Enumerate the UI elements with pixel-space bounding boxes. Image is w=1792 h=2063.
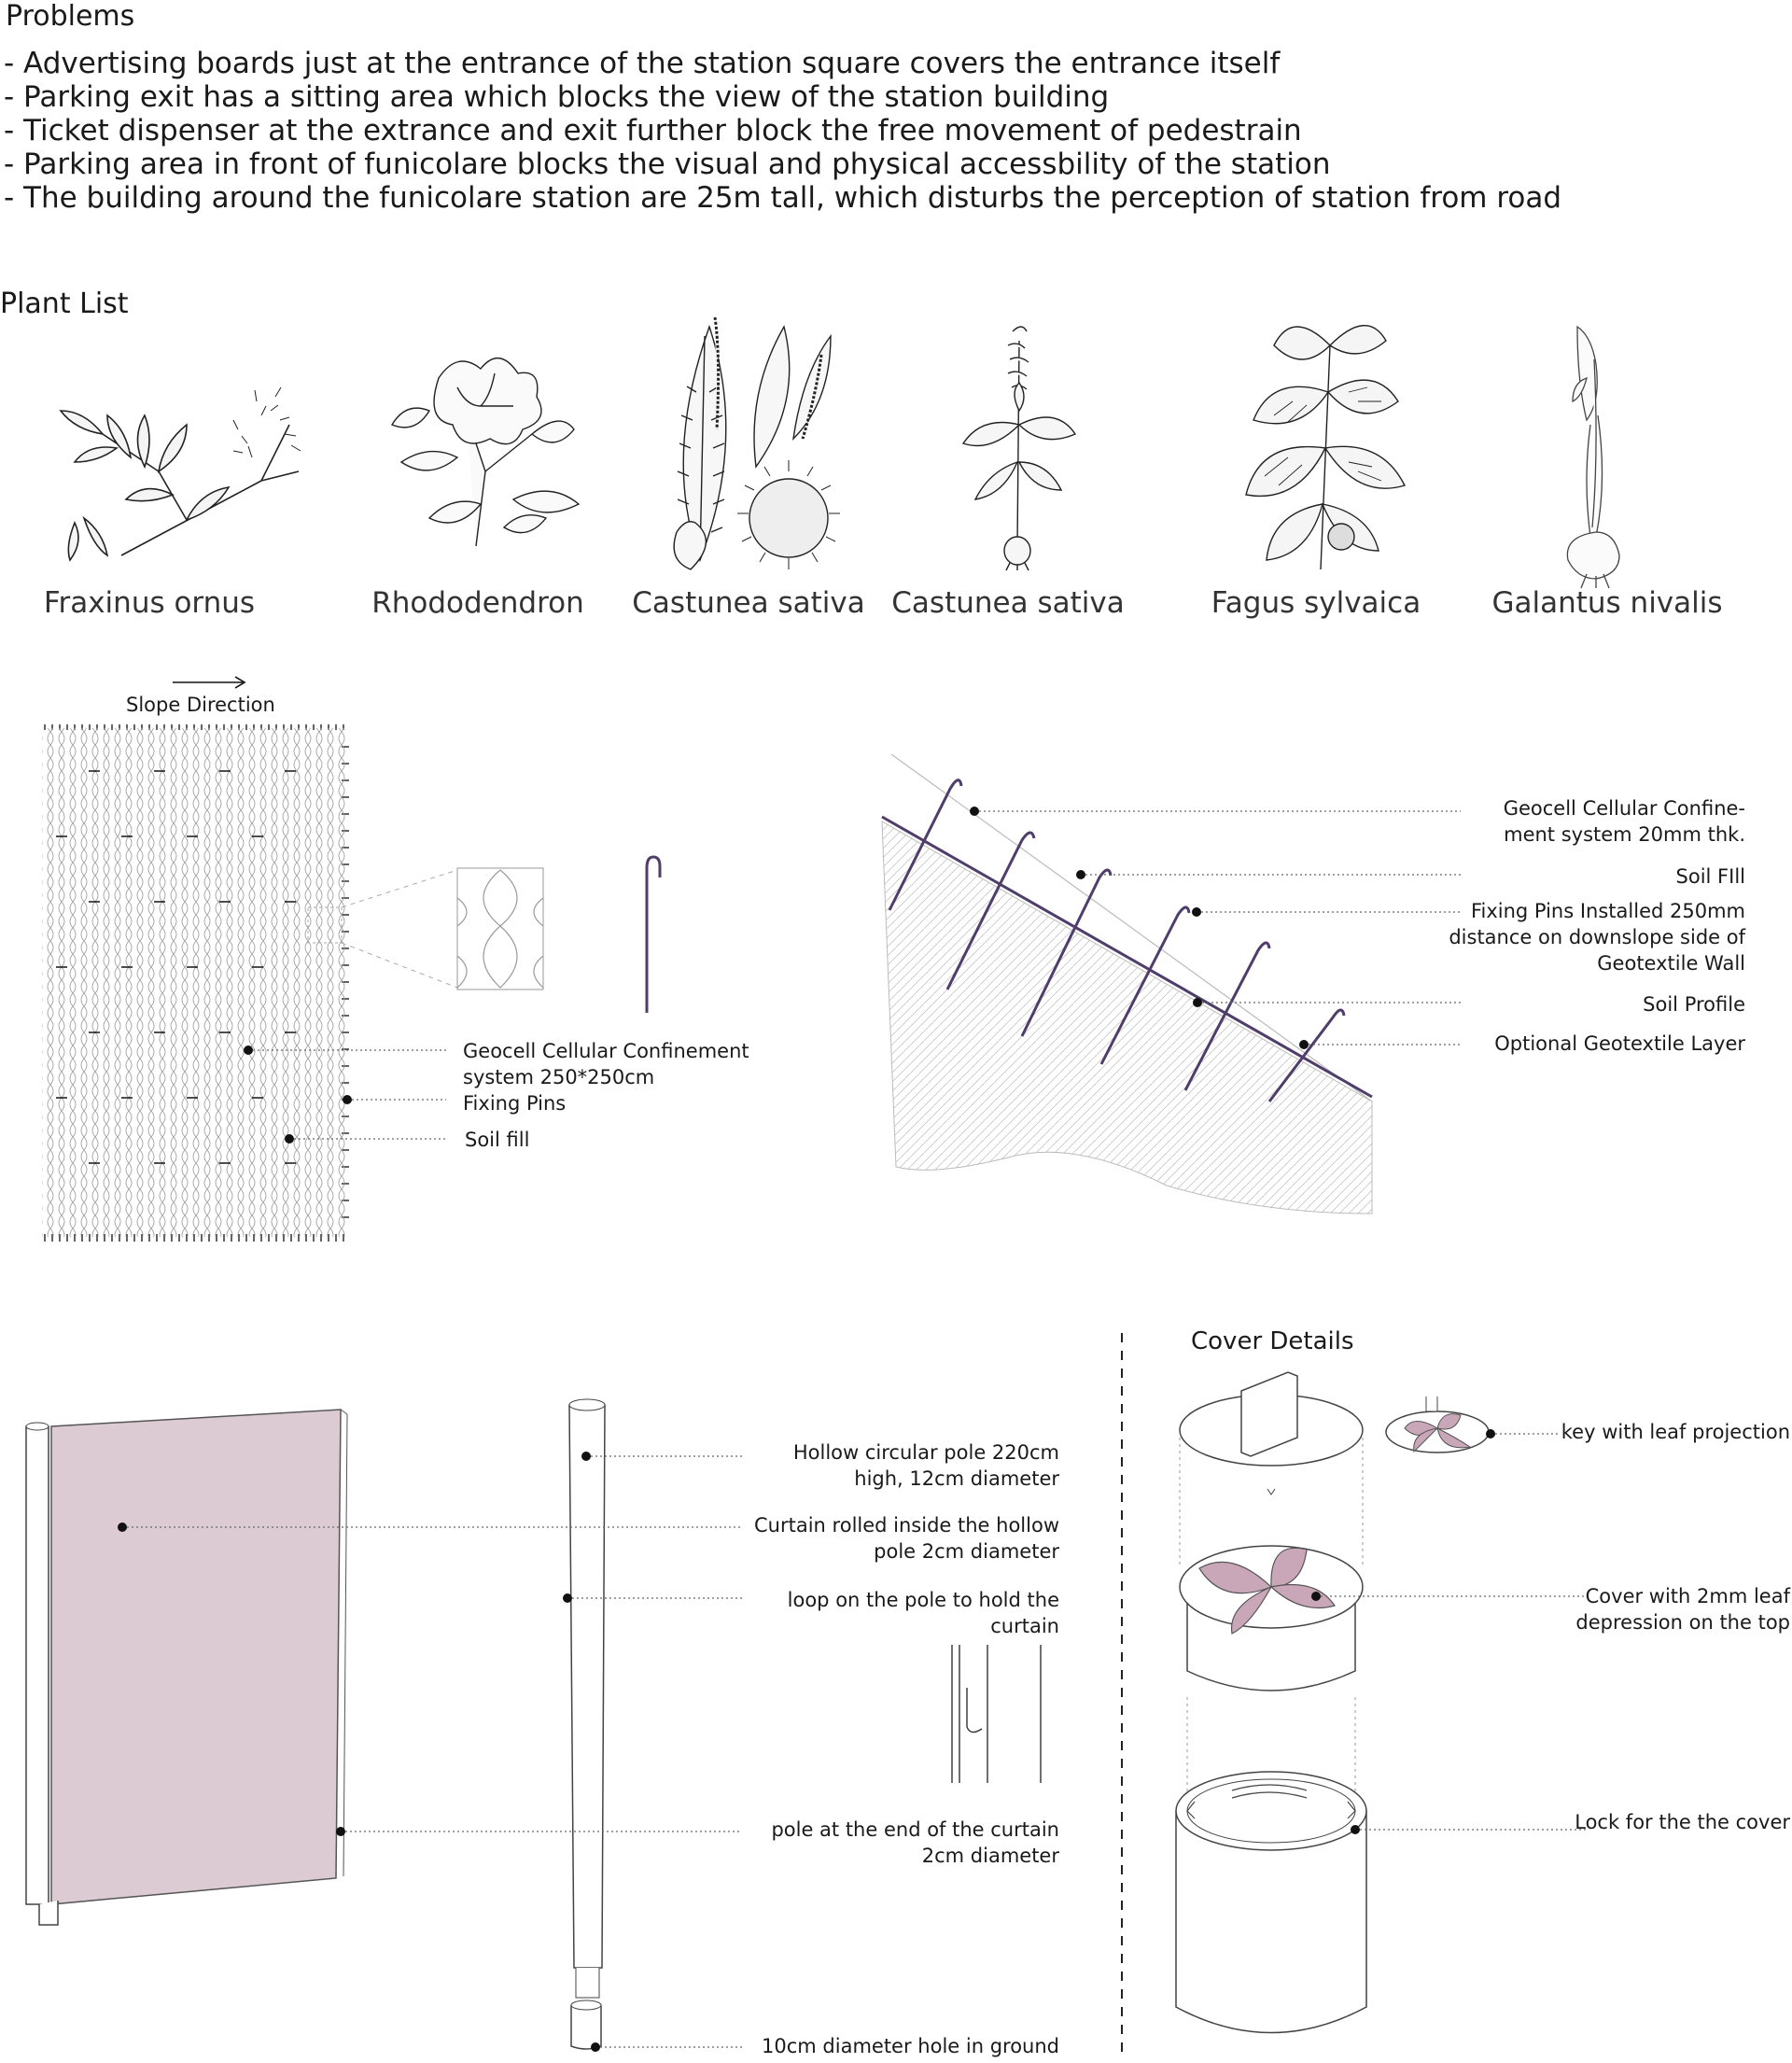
label-line: Fixing Pins Installed 250mm <box>1470 900 1745 922</box>
plant-list-heading: Plant List <box>0 288 129 320</box>
label-line: Hollow circular pole 220cm <box>792 1441 1059 1464</box>
label-line: pole 2cm diameter <box>874 1540 1059 1563</box>
rhododendron-flower-illustration <box>373 331 588 555</box>
plant-name: Castunea sativa <box>632 586 865 620</box>
hollow-pole-label <box>728 1439 1059 1492</box>
label-line: Geocell Cellular Confinement <box>463 1040 749 1062</box>
curtain-panel <box>51 1410 341 1904</box>
problems-heading: Problems <box>6 0 135 33</box>
corydalis-flower-illustration <box>952 322 1083 569</box>
soil-fill-label: Soil fill <box>465 1129 530 1151</box>
plant-name: Rhododendron <box>371 586 584 620</box>
label-line: Curtain rolled inside the hollow <box>754 1514 1059 1537</box>
plant-name: Fagus sylvaica <box>1211 586 1421 620</box>
label-line: ment system 20mm thk. <box>1504 823 1745 846</box>
fixing-pins-label: Fixing Pins <box>463 1092 567 1115</box>
cover-details-heading: Cover Details <box>1191 1327 1354 1355</box>
plant-name: Galantus nivalis <box>1491 586 1723 620</box>
ground-hole-label: 10cm diameter hole in ground <box>762 2035 1059 2057</box>
problem-item: - Parking exit has a sitting area which blocks the view of the station building <box>4 80 1110 114</box>
label-line: 2cm diameter <box>921 1845 1059 1867</box>
label-line: depression on the top <box>1575 1611 1790 1634</box>
section-geotextile-label: Optional Geotextile Layer <box>1494 1032 1745 1055</box>
label-line: high, 12cm diameter <box>854 1467 1059 1490</box>
snowdrop-bulb-illustration <box>1549 322 1643 588</box>
label-line: curtain <box>990 1615 1059 1637</box>
end-pole-label <box>728 1817 1059 1869</box>
lock-label: Lock for the the cover <box>1575 1811 1790 1833</box>
label-line: Geocell Cellular Confine- <box>1503 797 1745 820</box>
problem-item: - The building around the funicolare station are 25m tall, which disturbs the perception of station from road <box>4 181 1562 215</box>
label-line: pole at the end of the curtain <box>771 1818 1059 1841</box>
section-confinement-label <box>1437 795 1745 848</box>
chestnut-leaf-illustration <box>653 317 840 569</box>
section-pins-label <box>1400 898 1745 976</box>
label-line: loop on the pole to hold the <box>787 1589 1059 1611</box>
geocell-confinement-label <box>463 1038 749 1116</box>
label-line: Geotextile Wall <box>1597 952 1745 975</box>
beech-leaf-illustration <box>1237 317 1414 574</box>
problem-item: - Ticket dispenser at the extrance and exit further block the free movement of pedestrain <box>4 114 1302 147</box>
section-soil-fill-label: Soil FIll <box>1675 865 1745 888</box>
curtain-rolled-label <box>728 1512 1059 1565</box>
section-soil-profile-label: Soil Profile <box>1643 993 1745 1016</box>
label-line: distance on downslope side of <box>1449 926 1745 948</box>
plant-name: Fraxinus ornus <box>43 586 256 620</box>
label-line: system 250*250cm <box>463 1066 655 1088</box>
problems-list <box>4 47 1561 215</box>
ash-branch-illustration <box>47 359 308 565</box>
label-line: Cover with 2mm leaf <box>1585 1585 1790 1607</box>
plant-name: Castunea sativa <box>891 586 1125 620</box>
slope-direction-label: Slope Direction <box>126 694 275 716</box>
key-label: key with leaf projection <box>1561 1421 1790 1443</box>
problem-item: - Parking area in front of funicolare blocks the visual and physical accessbility of the station <box>4 147 1331 181</box>
problem-item: - Advertising boards just at the entrance of the station square covers the entrance itself <box>4 47 1281 80</box>
loop-label <box>728 1587 1059 1639</box>
leaf-cover-label <box>1531 1583 1790 1635</box>
